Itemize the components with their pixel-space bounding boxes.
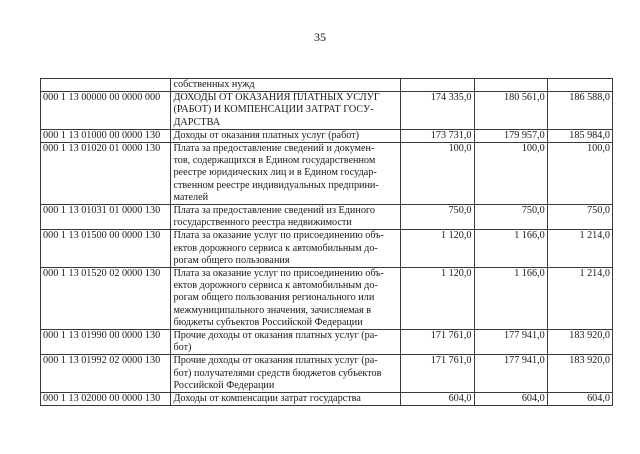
row-name-line: государственного реестра недвижимости [173, 217, 352, 229]
row-name-line: реестре юридических лиц и в Едином государ- [173, 167, 377, 179]
row-code: 000 1 13 01520 02 0000 130 [41, 268, 171, 330]
table-row [41, 143, 613, 205]
row-value-1: 604,0 [401, 393, 474, 406]
row-value-3: 185 984,0 [547, 129, 612, 142]
row-name [171, 79, 401, 92]
row-value-3: 750,0 [547, 205, 612, 230]
row-value-3: 1 214,0 [547, 230, 612, 268]
row-value-1: 171 761,0 [401, 355, 474, 393]
row-name-line: бюджеты субъектов Российской Федерации [173, 316, 363, 328]
row-value-2: 179 957,0 [474, 129, 547, 142]
table-row [41, 79, 613, 92]
row-name-line: Плата за оказание услуг по присоединению объ- [173, 230, 384, 242]
revenue-table [40, 78, 613, 406]
row-value-1: 750,0 [401, 205, 474, 230]
row-code: 000 1 13 01990 00 0000 130 [41, 330, 171, 355]
row-name [171, 268, 401, 330]
row-value-3: 183 920,0 [547, 330, 612, 355]
row-name-line: (РАБОТ) И КОМПЕНСАЦИИ ЗАТРАТ ГОСУ- [173, 104, 374, 116]
row-value-1 [401, 79, 474, 92]
row-value-3: 1 214,0 [547, 268, 612, 330]
table-row [41, 92, 613, 130]
row-value-2 [474, 79, 547, 92]
row-name-line: межмуниципального значения, зачисляемая в [173, 304, 372, 316]
row-value-3 [547, 79, 612, 92]
row-name-line: тов, содержащихся в Едином государственном [173, 155, 376, 167]
table-row [41, 268, 613, 330]
row-name-line: Плата за оказание услуг по присоединению объ- [173, 268, 384, 280]
row-name-line: ектов дорожного сервиса к автомобильным до- [173, 242, 378, 254]
row-name-line: Прочие доходы от оказания платных услуг (ра- [173, 330, 378, 342]
table-row [41, 330, 613, 355]
row-name [171, 92, 401, 130]
row-value-3: 186 588,0 [547, 92, 612, 130]
row-name-line: ственном реестре индивидуальных предприни- [173, 179, 379, 191]
table-row [41, 393, 613, 406]
row-name-line: Плата за предоставление сведений и докумен- [173, 143, 375, 155]
row-name-line: ДОХОДЫ ОТ ОКАЗАНИЯ ПЛАТНЫХ УСЛУГ [173, 92, 380, 104]
row-value-3: 100,0 [547, 143, 612, 205]
row-code: 000 1 13 01500 00 0000 130 [41, 230, 171, 268]
row-code: 000 1 13 01992 02 0000 130 [41, 355, 171, 393]
row-value-1: 174 335,0 [401, 92, 474, 130]
row-name-line: рогам общего пользования [173, 254, 290, 266]
row-name-line: Плата за предоставление сведений из Единого [173, 205, 375, 217]
page-number: 35 [314, 30, 326, 44]
row-value-3: 183 920,0 [547, 355, 612, 393]
row-name [171, 143, 401, 205]
row-name-line: Доходы от компенсации затрат государства [173, 393, 361, 405]
row-value-3: 604,0 [547, 393, 612, 406]
row-value-1: 1 120,0 [401, 268, 474, 330]
row-code: 000 1 13 02000 00 0000 130 [41, 393, 171, 406]
row-value-2: 180 561,0 [474, 92, 547, 130]
table-row [41, 205, 613, 230]
row-value-1: 1 120,0 [401, 230, 474, 268]
table-row [41, 129, 613, 142]
row-name-line: собственных нужд [173, 79, 255, 90]
row-name-line: рогам общего пользования регионального или [173, 292, 375, 304]
row-name-line: ДАРСТВА [173, 116, 221, 128]
row-name-line: Российской Федерации [173, 379, 275, 391]
row-name [171, 330, 401, 355]
table-row [41, 230, 613, 268]
row-value-1: 173 731,0 [401, 129, 474, 142]
row-value-2: 177 941,0 [474, 330, 547, 355]
row-name-line: мателей [173, 191, 209, 203]
row-name-line: бот) получателями средств бюджетов субъектов [173, 367, 382, 379]
row-value-2: 100,0 [474, 143, 547, 205]
row-code: 000 1 13 01020 01 0000 130 [41, 143, 171, 205]
row-name-line: Прочие доходы от оказания платных услуг (ра- [173, 355, 378, 367]
row-code: 000 1 13 01031 01 0000 130 [41, 205, 171, 230]
row-name-line: ектов дорожного сервиса к автомобильным до- [173, 280, 378, 292]
row-code [41, 79, 171, 92]
row-name [171, 230, 401, 268]
row-value-2: 604,0 [474, 393, 547, 406]
row-value-1: 100,0 [401, 143, 474, 205]
row-code: 000 1 13 01000 00 0000 130 [41, 129, 171, 142]
row-name-line: Доходы от оказания платных услуг (работ) [173, 129, 360, 141]
row-name [171, 393, 401, 406]
row-value-2: 750,0 [474, 205, 547, 230]
table-row [41, 355, 613, 393]
row-name-line: бот) [173, 342, 192, 354]
row-name [171, 355, 401, 393]
row-value-2: 1 166,0 [474, 268, 547, 330]
row-value-1: 171 761,0 [401, 330, 474, 355]
row-name [171, 205, 401, 230]
row-value-2: 177 941,0 [474, 355, 547, 393]
row-name [171, 129, 401, 142]
row-code: 000 1 13 00000 00 0000 000 [41, 92, 171, 130]
row-value-2: 1 166,0 [474, 230, 547, 268]
